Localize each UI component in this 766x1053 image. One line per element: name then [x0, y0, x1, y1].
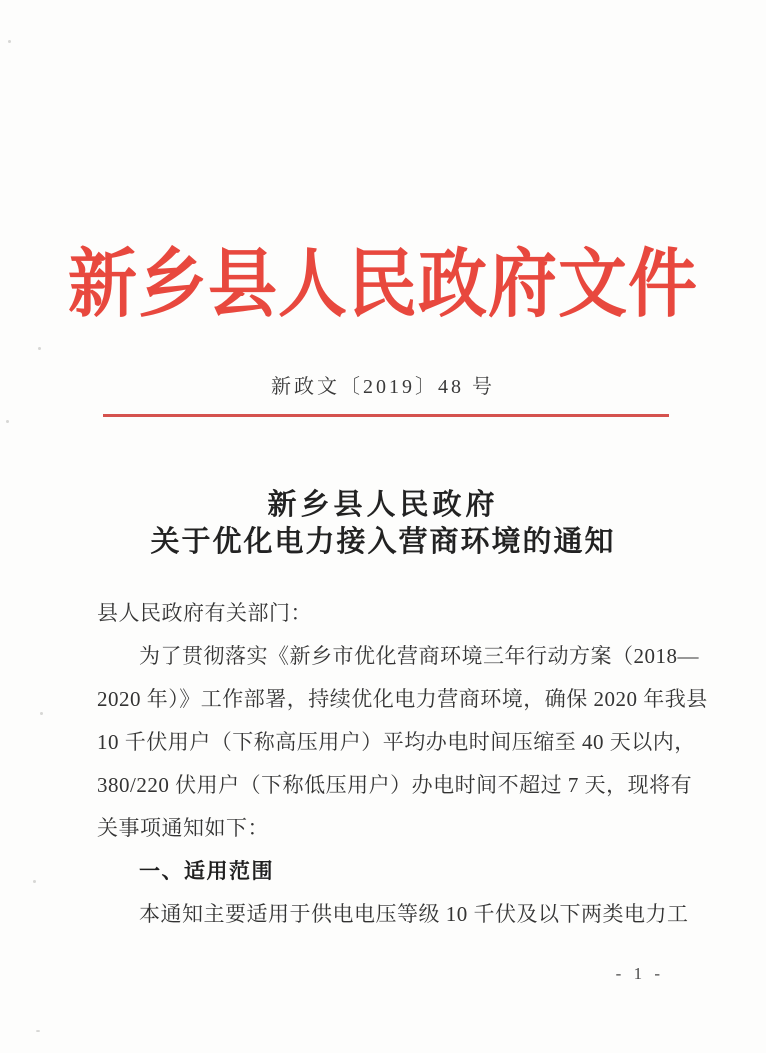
page-number: - 1 -: [615, 964, 664, 983]
scan-speck: [8, 40, 11, 43]
scan-speck: [6, 420, 9, 423]
scan-speck: [38, 347, 41, 350]
paragraph-line: 10 千伏用户（下称高压用户）平均办电时间压缩至 40 天以内，: [97, 730, 696, 754]
red-header-banner: 新乡县人民政府文件: [68, 243, 698, 326]
paragraph-line: 380/220 伏用户（下称低压用户）办电时间不超过 7 天，现将有: [97, 773, 693, 797]
paragraph-line: 关事项通知如下：: [97, 816, 269, 840]
paragraph-line: 为了贯彻落实《新乡市优化营商环境三年行动方案（2018—: [139, 644, 699, 668]
salutation-line: 县人民政府有关部门：: [97, 601, 312, 625]
scan-speck: [40, 712, 43, 715]
document-number: 新政文〔2019〕48 号: [271, 376, 495, 398]
red-separator-rule: [103, 414, 669, 417]
section-1-body-line: 本通知主要适用于供电电压等级 10 千伏及以下两类电力工: [139, 902, 689, 926]
section-1-heading: 一、适用范围: [139, 860, 274, 883]
scan-speck: [36, 1030, 40, 1032]
paragraph-line: 2020 年）》工作部署，持续优化电力营商环境，确保 2020 年我县: [97, 687, 708, 711]
scan-speck: [33, 880, 36, 883]
document-title-line-2: 关于优化电力接入营商环境的通知: [150, 526, 616, 558]
document-title-line-1: 新乡县人民政府: [267, 489, 499, 521]
document-body: [97, 592, 708, 936]
